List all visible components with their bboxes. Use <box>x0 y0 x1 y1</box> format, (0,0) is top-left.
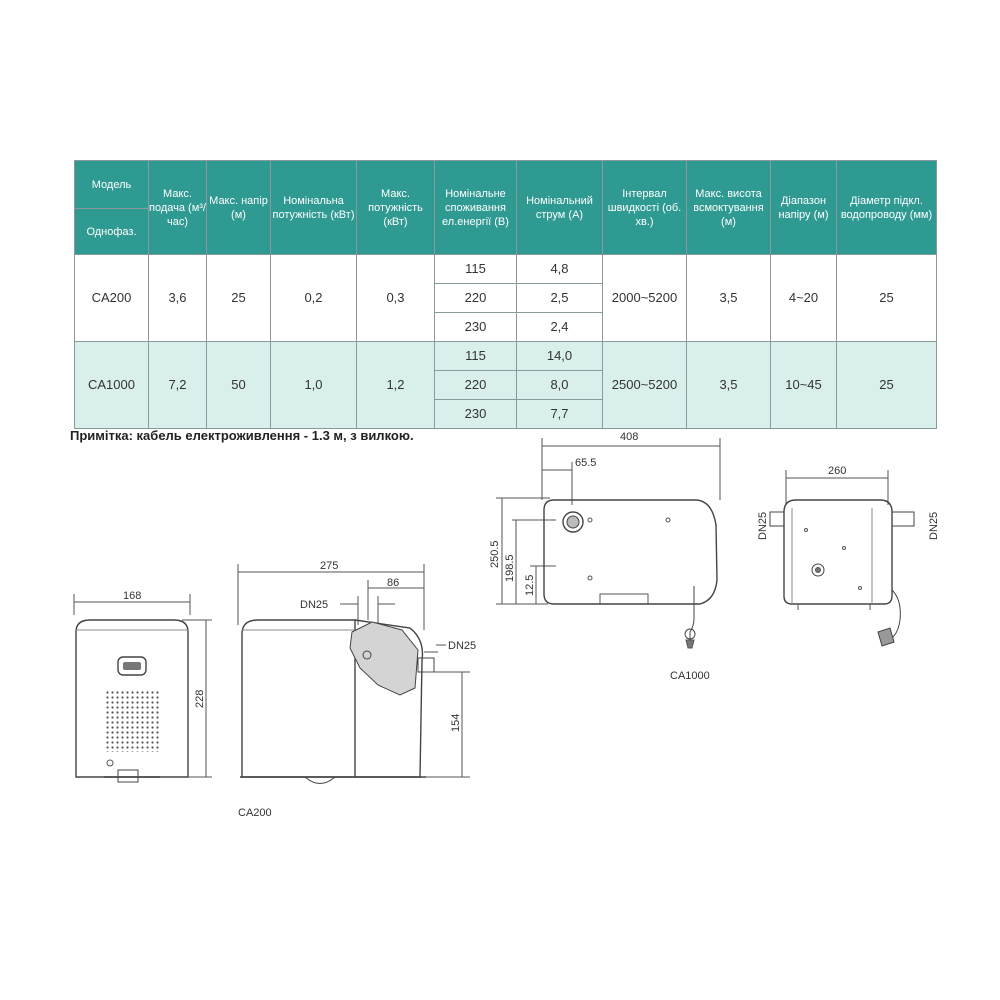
cell-current: 2,5 <box>517 284 603 313</box>
header-head-range: Діапазон напіру (м) <box>771 161 837 255</box>
cell-diameter: 25 <box>837 255 937 342</box>
cell-voltage: 115 <box>435 255 517 284</box>
cell-nominal-power: 1,0 <box>271 342 357 429</box>
dim-ca1000-right-port: DN25 <box>928 511 940 540</box>
cell-model: CA1000 <box>75 342 149 429</box>
cell-max-head: 50 <box>207 342 271 429</box>
dim-ca1000-low: 12.5 <box>524 574 536 596</box>
header-max-suction: Макс. висота всмоктування (м) <box>687 161 771 255</box>
cell-model: CA200 <box>75 255 149 342</box>
dim-ca1000-length: 408 <box>620 431 639 443</box>
cell-max-head: 25 <box>207 255 271 342</box>
header-speed-interval: Інтервал швидкості (об. хв.) <box>603 161 687 255</box>
label-ca200: CA200 <box>238 807 272 819</box>
cell-speed: 2500~5200 <box>603 342 687 429</box>
dim-ca1000-height: 250.5 <box>489 540 501 568</box>
header-pipe-diameter: Діаметр підкл. водопроводу (мм) <box>837 161 937 255</box>
dim-ca200-length: 275 <box>320 560 339 572</box>
dim-ca200-outlet-height: 154 <box>450 713 462 732</box>
cell-suction: 3,5 <box>687 342 771 429</box>
cell-current: 8,0 <box>517 371 603 400</box>
ca200-front-view <box>74 594 212 782</box>
cell-nominal-power: 0,2 <box>271 255 357 342</box>
cell-voltage: 220 <box>435 284 517 313</box>
cell-head-range: 4~20 <box>771 255 837 342</box>
dim-ca1000-width: 260 <box>828 465 847 477</box>
ca200-side-view <box>238 564 470 784</box>
dim-ca200-outlet: DN25 <box>448 640 477 652</box>
cell-max-flow: 3,6 <box>149 255 207 342</box>
dim-ca1000-left-port: DN25 <box>757 511 769 540</box>
cell-current: 4,8 <box>517 255 603 284</box>
cell-voltage: 220 <box>435 371 517 400</box>
cell-max-flow: 7,2 <box>149 342 207 429</box>
header-phase: Однофаз. <box>75 209 149 255</box>
cell-max-power: 0,3 <box>357 255 435 342</box>
cell-voltage: 230 <box>435 313 517 342</box>
cell-max-power: 1,2 <box>357 342 435 429</box>
header-nominal-voltage: Номінальне споживання ел.енергії (В) <box>435 161 517 255</box>
header-max-head: Макс. напір (м) <box>207 161 271 255</box>
header-max-flow: Макс. подача (м³/час) <box>149 161 207 255</box>
dim-ca200-inlet: DN25 <box>300 599 329 611</box>
cell-speed: 2000~5200 <box>603 255 687 342</box>
cell-current: 14,0 <box>517 342 603 371</box>
cable-note: Примітка: кабель електроживлення - 1.3 м, з вилкою. <box>70 428 414 443</box>
cell-current: 7,7 <box>517 400 603 429</box>
cell-head-range: 10~45 <box>771 342 837 429</box>
dim-ca1000-mid: 198.5 <box>504 554 516 582</box>
ca200-vent-grille <box>104 690 160 752</box>
cell-voltage: 115 <box>435 342 517 371</box>
dim-ca200-height: 228 <box>194 689 206 708</box>
cell-voltage: 230 <box>435 400 517 429</box>
dim-ca1000-offset: 65.5 <box>575 457 597 469</box>
header-model: Модель <box>75 161 149 209</box>
header-nominal-power: Номінальна потужність (кВт) <box>271 161 357 255</box>
cell-diameter: 25 <box>837 342 937 429</box>
ca1000-front-view <box>496 438 720 648</box>
dim-ca200-width: 168 <box>123 590 142 602</box>
label-ca1000: CA1000 <box>670 670 710 682</box>
header-max-power: Макс. потужність (кВт) <box>357 161 435 255</box>
dim-ca200-offset: 86 <box>387 577 400 589</box>
cell-suction: 3,5 <box>687 255 771 342</box>
header-nominal-current: Номінальний струм (А) <box>517 161 603 255</box>
cell-current: 2,4 <box>517 313 603 342</box>
ca1000-side-view <box>770 470 914 646</box>
